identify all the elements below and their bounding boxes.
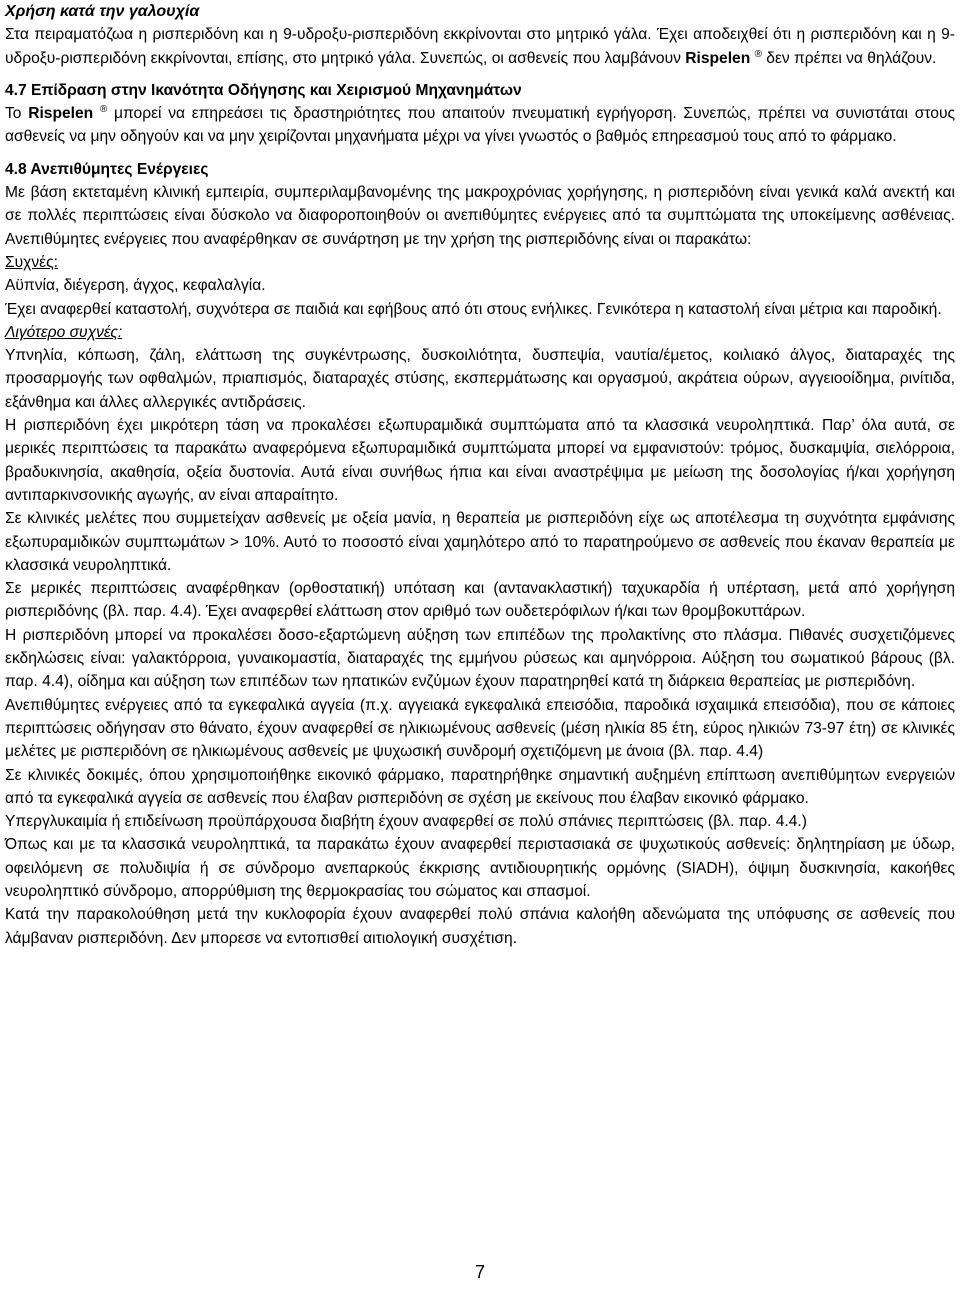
mania-paragraph: Σε κλινικές μελέτες που συμμετείχαν ασθενείς με οξεία μανία, η θεραπεία με ρισπεριδόνη είχε ως αποτέλεσμα τη συχνότητα εμφάνισης εξωπυραμιδικών συμπτωμάτων > 10%. Αυτό το ποσοστό είναι χαμηλότερο από το παρατηρούμενο σε ασθενείς που έκαναν θεραπεία με κλασσικά νευροληπτικά.	[5, 510, 955, 574]
page-number: 7	[474, 1262, 485, 1282]
document-page	[5, 0, 955, 950]
brand-name: Rispelen	[28, 105, 94, 123]
registered-mark: ®	[754, 48, 762, 60]
common-items: Αϋπνία, διέγερση, άγχος, κεφαλαλγία.	[5, 277, 266, 295]
breastfeeding-paragraph	[5, 23, 955, 70]
prolactin-paragraph: Η ρισπεριδόνη μπορεί να προκαλέσει δοσο-εξαρτώμενη αύξηση των επιπέδων της προλακτίνης στο πλάσμα. Πιθανές συσχετιζόμενες εκδηλώσεις είναι: γαλακτόρροια, γυναικομαστία, διαταραχές της εμμήνου ρύσεως και αμηνόρροια. Αύξηση του σωματικού βάρους (βλ. παρ. 4.4), οίδημα και αύξηση των επιπέδων των ηπατικών ενζύμων έχουν παρατηρηθεί κατά τη διάρκεια θεραπείας με ρισπεριδόνη.	[5, 626, 955, 691]
registered-mark: ®	[99, 104, 108, 115]
trials-paragraph: Σε κλινικές δοκιμές, όπου χρησιμοποιήθηκε εικονικό φάρμακο, παρατηρήθηκε σημαντική αυξημένη επίπτωση ανεπιθύμητων ενεργειών από τα εγκεφαλικά αγγεία σε ασθενείς που έλαβαν ρισπεριδόνη σε σχέση με εκείνους που έλαβαν εικονικό φάρμακο.	[5, 766, 955, 807]
section-4-7-paragraph	[5, 102, 955, 149]
classic-neuroleptics-paragraph: Όπως και με τα κλασσικά νευροληπτικά, τα παρακάτω έχουν αναφερθεί περιστασιακά σε ψυχωτικούς ασθενείς: δηλητηρίαση με ύδωρ, οφειλόμενη σε πολυδιψία ή σε σύνδρομο ανεπαρκούς έκκρισης αντιδιουρητικής ορμόνης (SIADH), όψιμη δυσκινησία, κακοήθες νευροληπτικό σύνδρομο, απορρύθμιση της θερμοκρασίας του σώματος και σπασμοί.	[5, 836, 955, 900]
eps-paragraph: Η ρισπεριδόνη έχει μικρότερη τάση να προκαλέσει εξωπυραμιδικά συμπτώματα από τα κλασσικά νευροληπτικά. Παρ’ όλα αυτά, σε μερικές περιπτώσεις τα παρακάτω αναφερόμενα εξωπυραμιδικά συμπτώματα μπορεί να εμφανιστούν: τρόμος, δυσκαμψία, σιελόρροια, βραδυκινησία, ακαθησία, οξεία δυστονία. Αυτά είναι συνήθως ήπια και είναι αναστρέψιμα με μείωση της δοσολογίας ή/και χορήγηση αντιπαρκινσονικής αγωγής, αν είναι απαραίτητο.	[5, 417, 955, 504]
brand-name: Rispelen	[685, 49, 751, 67]
breastfeeding-text-end: δεν πρέπει να θηλάζουν.	[761, 49, 937, 67]
common-sedation: Έχει αναφερθεί καταστολή, συχνότερα σε παιδιά και εφήβους από ότι στους ενήλικες. Γενικότερα η καταστολή είναι μέτρια και παροδική.	[5, 300, 942, 318]
section-4-8-intro: Με βάση εκτεταμένη κλινική εμπειρία, συμπεριλαμβανομένης της μακροχρόνιας χορήγησης, η ρισπεριδόνη είναι γενικά καλά ανεκτή και σε πολλές περιπτώσεις είναι δύσκολο να διαφοροποιηθούν οι ανεπιθύμητες ενέργειες από τα συμπτώματα της υποκείμενης ασθένειας. Ανεπιθύμητες ενέργειες που αναφέρθηκαν σε συνάρτηση με την χρήση της ρισπεριδόνης είναι οι παρακάτω:	[5, 184, 955, 248]
breastfeeding-text: Στα πειραματόζωα η ρισπεριδόνη και η 9-υδροξυ-ρισπεριδόνη εκκρίνονται στο μητρικό γάλα. Έχει αποδειχθεί ότι η ρισπεριδόνη και η 9-υδροξυ-ρισπεριδόνη εκκρίνονται, επίσης, στο μητρικό γάλα. Συνεπώς, οι ασθενείς που λαμβάνουν	[5, 26, 955, 67]
section-4-7-text: μπορεί να επηρεάσει τις δραστηριότητες που απαιτούν πνευματική εγρήγορση. Συνεπώς, πρέπει να συνιστάται στους ασθενείς να μην οδηγούν και να μην χειρίζονται μηχανήματα μέχρι να γίνει γνωστός ο βαθμός επηρεασμού τους από το φάρμακο.	[5, 105, 955, 146]
less-common-items: Υπνηλία, κόπωση, ζάλη, ελάττωση της συγκέντρωσης, δυσκοιλιότητα, δυσπεψία, ναυτία/έμετος, κοιλιακό άλγος, διαταραχές της προσαρμογής των οφθαλμών, πριαπισμός, διαταραχές στύσης, εκσπερμάτωσης και οργασμού, ακράτεια ούρων, αγγειοοίδημα, ρινίτιδα, εξάνθημα και άλλες αλλεργικές αντιδράσεις.	[5, 347, 955, 411]
common-label: Συχνές:	[5, 253, 58, 271]
breastfeeding-heading: Χρήση κατά την γαλουχία	[5, 3, 200, 20]
section-4-8-heading: 4.8 Ανεπιθύμητες Ενέργειες	[5, 160, 209, 178]
hyperglycemia-paragraph: Υπεργλυκαιμία ή επιδείνωση προϋπάρχουσα διαβήτη έχουν αναφερθεί σε πολύ σπάνιες περιπτώσεις (βλ. παρ. 4.4.)	[5, 813, 807, 831]
section-4-7-heading: 4.7 Επίδραση στην Ικανότητα Οδήγησης και Χειρισμού Μηχανημάτων	[5, 81, 522, 99]
hypotension-paragraph: Σε μερικές περιπτώσεις αναφέρθηκαν (ορθοστατική) υπόταση και (αντανακλαστική) ταχυκαρδία ή υπέρταση, μετά από χορήγηση ρισπεριδόνης (βλ. παρ. 4.4). Έχει αναφερθεί ελάττωση στον αριθμό των ουδετερόφιλων ή/και των θρομβοκυττάρων.	[5, 580, 955, 621]
cerebrovascular-paragraph: Ανεπιθύμητες ενέργειες από τα εγκεφαλικά αγγεία (π.χ. αγγειακά εγκεφαλικά επεισόδια, παροδικά ισχαιμικά επεισόδια), που σε κάποιες περιπτώσεις οδήγησαν στο θάνατο, έχουν αναφερθεί σε ηλικιωμένους ασθενείς (μέση ηλικία 85 έτη, εύρος ηλικιών 73-97 έτη) σε κλινικές μελέτες με ρισπεριδόνη σε ηλικιωμένους ασθενείς με ψυχωσική συνδρομή σχετιζόμενη με άνοια (βλ. παρ. 4.4)	[5, 696, 955, 761]
less-common-label: Λιγότερο συχνές:	[5, 323, 123, 341]
postmarketing-paragraph: Κατά την παρακολούθηση μετά την κυκλοφορία έχουν αναφερθεί πολύ σπάνια καλοήθη αδενώματα της υπόφυσης σε ασθενείς που λάμβαναν ρισπεριδόνη. Δεν μπορεσε να εντοπισθεί αιτιολογική συσχέτιση.	[5, 906, 955, 947]
section-4-7-text-start: Το	[5, 105, 29, 123]
